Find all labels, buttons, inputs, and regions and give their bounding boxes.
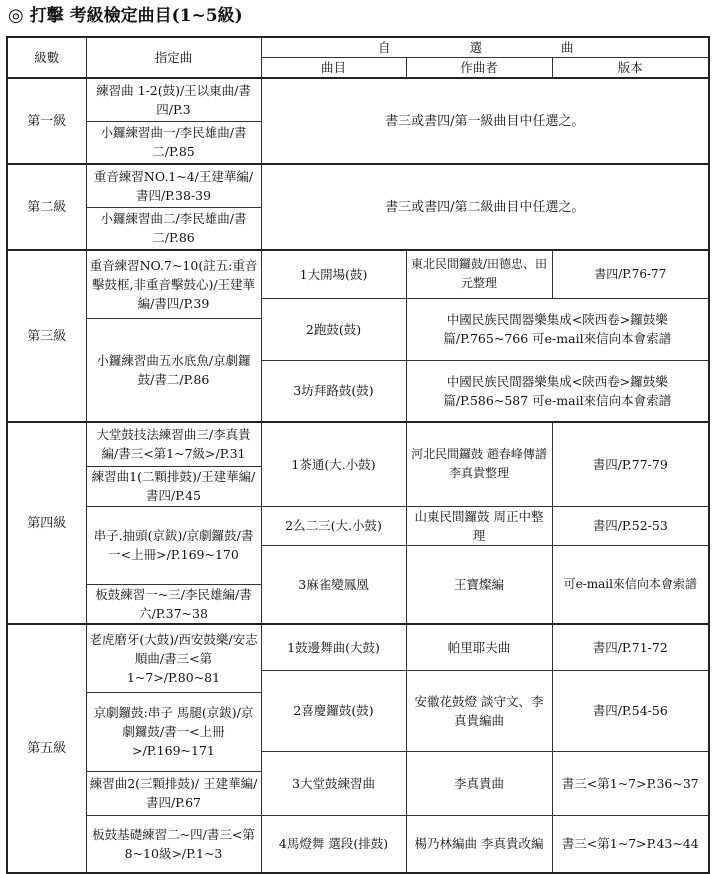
elective-edition: 書四/P.77-79 xyxy=(552,422,709,506)
elective-title: 2么二三(大.小鼓) xyxy=(261,506,406,545)
elective-edition: 書四/P.76-77 xyxy=(552,250,709,298)
elective-edition: 書四/P.52-53 xyxy=(552,506,709,545)
elective-note: 書三或書四/第一級曲目中任選之。 xyxy=(261,78,709,164)
elective-title: 1鼓邊舞曲(大鼓) xyxy=(261,624,406,670)
required-piece: 板鼓練習一~三/李民雄編/書六/P.37~38 xyxy=(86,584,261,624)
level-name: 第四級 xyxy=(7,422,86,624)
elective-title: 2喜慶鑼鼓(鼓) xyxy=(261,670,406,751)
required-piece: 小鑼練習曲一/李民雄曲/書二/P.85 xyxy=(86,121,261,164)
required-piece: 重音練習NO.1~4/王建華編/書四/P.38-39 xyxy=(86,164,261,207)
elective-composer: 安徽花鼓燈 談守文、李真貴編曲 xyxy=(406,670,552,751)
elective-title: 3坊拜路鼓(鼓) xyxy=(261,360,406,422)
header-required: 指定曲 xyxy=(86,37,261,78)
required-piece: 串子.抽頭(京鈸)/京劇鑼鼓/書一<上冊>/P.169~170 xyxy=(86,506,261,584)
level-name: 第三級 xyxy=(7,250,86,422)
elective-edition: 書三<第1~7>P.36~37 xyxy=(552,751,709,815)
level-name: 第五級 xyxy=(7,624,86,873)
elective-composer: 中國民族民間器樂集成<陝西卷>鑼鼓樂篇/P.765~766 可e-mail來信向本會索譜 xyxy=(406,298,709,360)
required-piece: 大堂鼓技法練習曲三/李真貴編/書三<第1~7級>/P.31 xyxy=(86,422,261,466)
exam-repertoire-table xyxy=(6,36,710,874)
elective-composer: 山東民間鑼鼓 周正中整理 xyxy=(406,506,552,545)
elective-composer: 楊乃林編曲 李真貴改編 xyxy=(406,815,552,873)
page-title xyxy=(8,2,243,30)
elective-title: 2跑鼓(鼓) xyxy=(261,298,406,360)
elective-edition: 書四/P.54-56 xyxy=(552,670,709,751)
elective-composer: 中國民族民間器樂集成<陝西卷>鑼鼓樂篇/P.586~587 可e-mail來信向本會索譜 xyxy=(406,360,709,422)
elective-title: 1茶通(大.小鼓) xyxy=(261,422,406,506)
elective-title: 1大開場(鼓) xyxy=(261,250,406,298)
header-piece: 曲目 xyxy=(261,58,406,79)
header-composer: 作曲者 xyxy=(406,58,552,79)
elective-composer: 王寶燦編 xyxy=(406,545,552,624)
elective-composer: 東北民間鑼鼓/田德忠、田元整理 xyxy=(406,250,552,298)
required-piece: 練習曲 1-2(鼓)/王以東曲/書四/P.3 xyxy=(86,78,261,121)
page-title-text: 打擊 考級檢定曲目(1~5級) xyxy=(29,6,243,26)
required-piece: 小鑼練習曲二/李民雄曲/書二/P.86 xyxy=(86,207,261,250)
required-piece: 練習曲2(三顆排鼓)/ 王建華編/書四/P.67 xyxy=(86,771,261,815)
required-piece: 老虎磨牙(大鼓)/西安鼓樂/安志順曲/書三<第1~7>/P.80~81 xyxy=(86,624,261,692)
elective-composer: 河北民間鑼鼓 趙春峰傳譜 李真貴整理 xyxy=(406,422,552,506)
level-name: 第二級 xyxy=(7,164,86,250)
required-piece: 板鼓基礎練習二~四/書三<第8~10級>/P.1~3 xyxy=(86,815,261,873)
level-name: 第一級 xyxy=(7,78,86,164)
elective-note: 書三或書四/第二級曲目中任選之。 xyxy=(261,164,709,250)
header-elective: 自 選 曲 xyxy=(261,37,709,58)
required-piece: 京劇鑼鼓:串子 馬腿(京鈸)/京劇鑼鼓/書一<上冊>/P.169~171 xyxy=(86,692,261,771)
elective-edition: 書四/P.71-72 xyxy=(552,624,709,670)
required-piece: 小鑼練習曲五水底魚/京劇鑼鼓/書二/P.86 xyxy=(86,318,261,422)
required-piece: 練習曲1(二顆排鼓)/王建華編/書四/P.45 xyxy=(86,466,261,506)
elective-title: 4馬燈舞 選段(排鼓) xyxy=(261,815,406,873)
elective-composer: 李真貴曲 xyxy=(406,751,552,815)
elective-edition: 可e-mail來信向本會索譜 xyxy=(552,545,709,624)
required-piece: 重音練習NO.7~10(註五:重音擊鼓框,非重音擊鼓心)/王建華編/書四/P.39 xyxy=(86,250,261,318)
header-level: 級數 xyxy=(7,37,86,78)
elective-title: 3大堂鼓練習曲 xyxy=(261,751,406,815)
bullseye-icon: ◎ xyxy=(8,5,24,26)
header-edition: 版本 xyxy=(552,58,709,79)
elective-edition: 書三<第1~7>P.43~44 xyxy=(552,815,709,873)
elective-title: 3麻雀變鳳凰 xyxy=(261,545,406,624)
elective-composer: 帕里耶夫曲 xyxy=(406,624,552,670)
